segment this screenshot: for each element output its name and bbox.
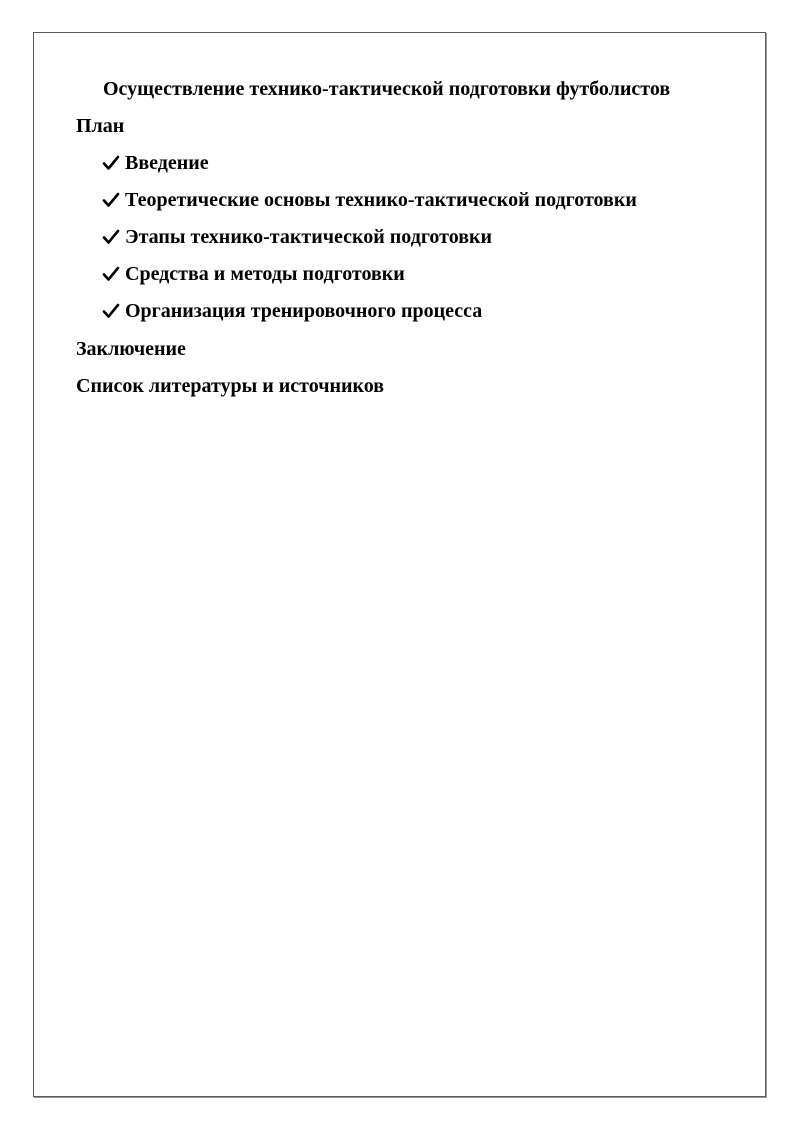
check-icon bbox=[101, 153, 121, 173]
check-icon bbox=[101, 301, 121, 321]
plan-item-means-methods bbox=[101, 262, 405, 286]
references-heading: Список литературы и источников bbox=[76, 375, 385, 397]
check-icon bbox=[101, 227, 121, 247]
document-title: Осуществление технико-тактической подготовки футболистов bbox=[103, 78, 671, 100]
plan-item-label: Введение bbox=[125, 152, 209, 174]
plan-item-label: Средства и методы подготовки bbox=[125, 263, 405, 285]
plan-item-label: Этапы технико-тактической подготовки bbox=[125, 226, 493, 248]
plan-item-stages bbox=[101, 225, 492, 249]
check-icon bbox=[101, 190, 121, 210]
plan-item-theoretical-basics bbox=[101, 188, 637, 212]
plan-item-label: Теоретические основы технико-тактической подготовки bbox=[125, 189, 637, 211]
plan-item-label: Организация тренировочного процесса bbox=[125, 300, 483, 322]
conclusion-heading: Заключение bbox=[76, 338, 186, 360]
check-icon bbox=[101, 264, 121, 284]
plan-heading: План bbox=[76, 115, 125, 137]
plan-item-training-organization bbox=[101, 299, 482, 323]
plan-item-introduction bbox=[101, 151, 209, 175]
